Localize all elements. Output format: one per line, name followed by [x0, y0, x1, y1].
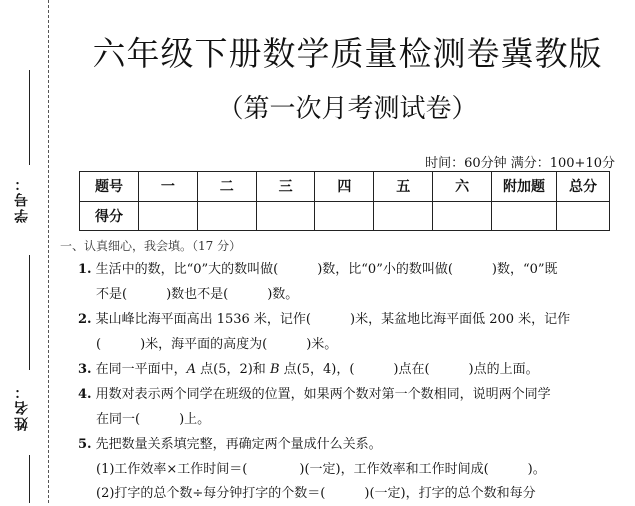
question-text: 先把数量关系填完整，再确定两个量成什么关系。 [95, 437, 382, 452]
score-table [79, 171, 610, 231]
page-title: 六年级下册数学质量检测卷冀教版 [92, 34, 603, 73]
student-id-label: 学号： [14, 175, 30, 223]
score-row-label: 得分 [80, 201, 139, 231]
score-header-cell: 六 [433, 172, 492, 202]
question-text: 在同一平面中， [95, 362, 187, 377]
binding-dashed-line [48, 0, 49, 503]
name-fill-line [29, 255, 30, 370]
question-5-part-1: (1)工作效率×工作时间＝( )(一定)，工作效率和工作时间成( )。 [96, 462, 546, 477]
section-title: 一、认真细心，我会填。（17 分） [60, 239, 242, 253]
score-header-cell: 三 [256, 172, 315, 202]
score-header-cell: 一 [139, 172, 198, 202]
question-text: 生活中的数，比“0”大的数叫做( )数，比“0”小的数叫做( )数，“0”既 [95, 262, 558, 277]
score-header-cell: 五 [374, 172, 433, 202]
question-text: 点(5，4)，( )点在( )点的上面。 [279, 362, 539, 377]
point-b-label: B [269, 362, 280, 377]
score-cell [433, 201, 492, 231]
score-cell [139, 201, 198, 231]
score-table-score-row [80, 201, 610, 231]
score-table-header-row [80, 172, 610, 202]
score-header-cell: 四 [315, 172, 374, 202]
question-2 [78, 308, 570, 332]
question-1 [78, 258, 558, 282]
score-header-cell: 二 [197, 172, 256, 202]
score-header-cell: 总分 [557, 172, 610, 202]
question-text: 点(5，2)和 [195, 362, 270, 377]
question-number: 5. [78, 437, 92, 452]
question-number: 1. [78, 262, 92, 277]
name-label: 姓名： [14, 383, 30, 431]
point-a-label: A [186, 362, 196, 377]
question-4 [78, 383, 551, 407]
question-4-continuation: 在同一( )上。 [96, 412, 211, 427]
score-header-cell: 题号 [80, 172, 139, 202]
score-header-cell: 附加题 [492, 172, 557, 202]
question-3 [78, 358, 539, 382]
page-subtitle: （第一次月考测试卷） [217, 94, 478, 124]
score-cell [315, 201, 374, 231]
question-1-continuation: 不是( )数也不是( )数。 [96, 287, 299, 302]
question-5 [78, 433, 382, 457]
question-text: 某山峰比海平面高出 1536 米，记作( )米，某盆地比海平面低 200 米，记作 [95, 312, 571, 327]
question-2-continuation: ( )米，海平面的高度为( )米。 [96, 337, 338, 352]
score-cell [374, 201, 433, 231]
exam-info: 时间：60分钟 满分：100+10分 [425, 156, 615, 171]
score-cell [557, 201, 610, 231]
class-fill-line [29, 455, 30, 503]
student-id-fill-line [29, 70, 30, 165]
question-number: 3. [78, 362, 92, 377]
question-number: 4. [78, 387, 92, 402]
score-cell [492, 201, 557, 231]
score-cell [197, 201, 256, 231]
question-5-part-2: (2)打字的总个数÷每分钟打字的个数＝( )(一定)，打字的总个数和每分 [96, 486, 536, 501]
question-number: 2. [78, 312, 92, 327]
question-text: 用数对表示两个同学在班级的位置，如果两个数对第一个数相同，说明两个同学 [95, 387, 551, 402]
score-cell [256, 201, 315, 231]
